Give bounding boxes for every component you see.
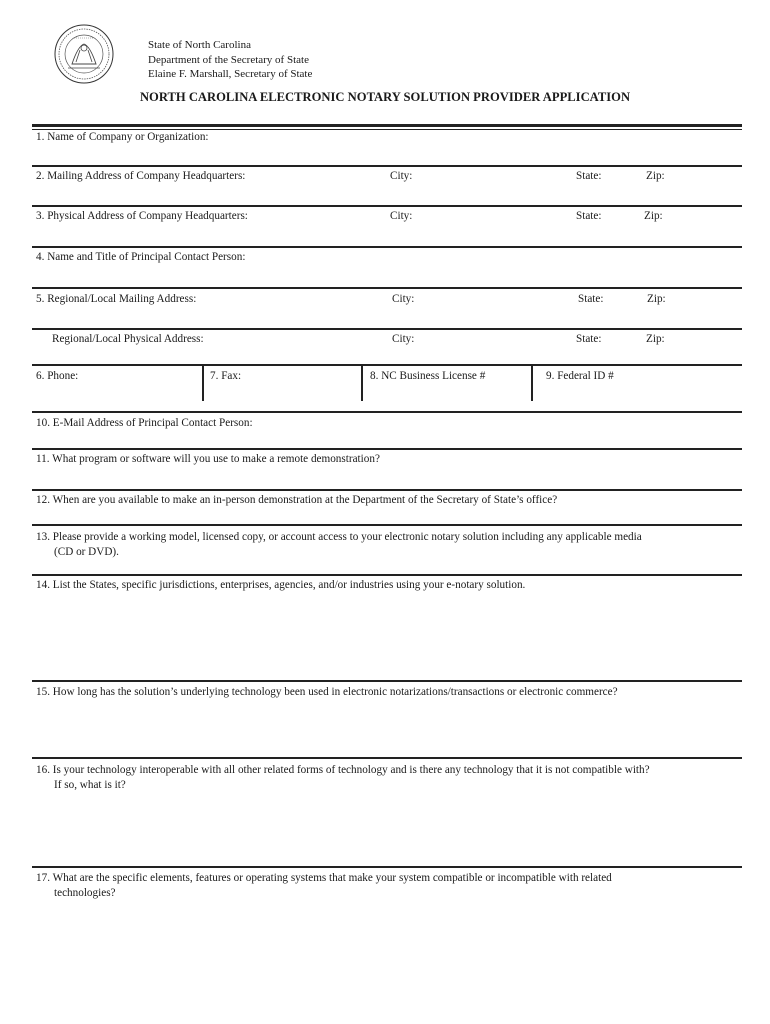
- hq-mailing-state-label: State:: [576, 170, 602, 182]
- hq-mailing-address-input[interactable]: [280, 170, 380, 186]
- divider: [32, 328, 742, 330]
- hq-physical-address-label: 3. Physical Address of Company Headquarters:: [36, 210, 248, 222]
- hq-mailing-zip-input[interactable]: [670, 170, 738, 186]
- divider: [32, 524, 742, 526]
- divider: [32, 205, 742, 207]
- local-physical-state-input[interactable]: [608, 333, 642, 349]
- federal-id-input[interactable]: [546, 386, 736, 402]
- divider: [32, 165, 742, 167]
- local-mailing-zip-input[interactable]: [671, 293, 738, 309]
- state-seal-icon: [54, 24, 114, 84]
- jurisdictions-using-textarea[interactable]: [36, 598, 740, 680]
- cell-separator: [361, 366, 363, 401]
- header-line-department: Department of the Secretary of State: [148, 53, 309, 66]
- compatibility-elements-label: 17. What are the specific elements, features or operating systems that make your system compatible or incompatible with related: [36, 872, 612, 884]
- form-title: NORTH CAROLINA ELECTRONIC NOTARY SOLUTION PROVIDER APPLICATION: [139, 90, 631, 104]
- divider: [32, 866, 742, 868]
- local-physical-zip-label: Zip:: [646, 333, 665, 345]
- divider: [32, 448, 742, 450]
- hq-physical-zip-label: Zip:: [644, 210, 663, 222]
- technology-duration-label: 15. How long has the solution’s underlying technology been used in electronic notarizations/transactions or electronic commerce?: [36, 686, 618, 698]
- phone-label: 6. Phone:: [36, 370, 79, 382]
- hq-mailing-city-input[interactable]: [418, 170, 568, 186]
- contact-person-input[interactable]: [280, 251, 735, 267]
- in-person-demo-availability-label: 12. When are you available to make an in-person demonstration at the Department of the Secretary of State’s office?: [36, 494, 558, 506]
- divider: [32, 287, 742, 289]
- interoperability-label-continued: If so, what is it?: [54, 779, 126, 791]
- jurisdictions-using-label: 14. List the States, specific jurisdictions, enterprises, agencies, and/or industries using your e-notary solution.: [36, 579, 526, 591]
- hq-physical-city-label: City:: [390, 210, 413, 222]
- hq-physical-state-label: State:: [576, 210, 602, 222]
- interoperability-label: 16. Is your technology interoperable with all other related forms of technology and is there any technology that it is not compatible with?: [36, 764, 650, 776]
- company-name-input[interactable]: [235, 131, 735, 147]
- divider: [32, 574, 742, 576]
- hq-mailing-state-input[interactable]: [608, 170, 640, 186]
- local-mailing-state-input[interactable]: [610, 293, 642, 309]
- working-model-label: 13. Please provide a working model, licensed copy, or account access to your electronic notary solution including any applicable media: [36, 531, 642, 543]
- interoperability-textarea[interactable]: [36, 797, 740, 865]
- divider: [32, 411, 742, 413]
- local-physical-address-label: Regional/Local Physical Address:: [52, 333, 204, 345]
- title-rule-secondary: [32, 129, 742, 131]
- business-license-label: 8. NC Business License #: [370, 370, 486, 382]
- hq-mailing-zip-label: Zip:: [646, 170, 665, 182]
- header-line-state: State of North Carolina: [148, 39, 251, 51]
- divider: [32, 364, 742, 366]
- technology-duration-textarea[interactable]: [36, 704, 740, 758]
- divider: [32, 246, 742, 248]
- contact-email-label: 10. E-Mail Address of Principal Contact Person:: [36, 417, 253, 429]
- remote-demo-software-input[interactable]: [36, 470, 736, 486]
- local-mailing-address-input[interactable]: [225, 293, 385, 309]
- compatibility-elements-label-continued: technologies?: [54, 887, 116, 899]
- local-physical-address-input[interactable]: [228, 333, 383, 349]
- hq-physical-address-input[interactable]: [282, 210, 380, 226]
- federal-id-label: 9. Federal ID #: [546, 370, 614, 382]
- compatibility-elements-textarea[interactable]: [36, 906, 740, 1010]
- agency-header: [148, 38, 312, 82]
- local-physical-zip-input[interactable]: [670, 333, 738, 349]
- contact-email-input[interactable]: [290, 417, 735, 433]
- local-physical-city-label: City:: [392, 333, 415, 345]
- company-name-label: 1. Name of Company or Organization:: [36, 131, 209, 143]
- divider: [32, 757, 742, 759]
- hq-physical-zip-input[interactable]: [668, 210, 738, 226]
- title-rule: [32, 124, 742, 127]
- divider: [32, 680, 742, 682]
- hq-physical-city-input[interactable]: [418, 210, 568, 226]
- local-mailing-state-label: State:: [578, 293, 604, 305]
- header-line-secretary: Elaine F. Marshall, Secretary of State: [148, 68, 313, 80]
- divider: [32, 489, 742, 491]
- cell-separator: [531, 366, 533, 401]
- cell-separator: [202, 366, 204, 401]
- hq-physical-state-input[interactable]: [608, 210, 640, 226]
- local-mailing-zip-label: Zip:: [647, 293, 666, 305]
- phone-input[interactable]: [36, 386, 196, 402]
- hq-mailing-city-label: City:: [390, 170, 413, 182]
- local-mailing-city-input[interactable]: [420, 293, 570, 309]
- local-physical-state-label: State:: [576, 333, 602, 345]
- contact-person-label: 4. Name and Title of Principal Contact Person:: [36, 251, 246, 263]
- business-license-input[interactable]: [370, 386, 525, 402]
- in-person-demo-availability-input[interactable]: [36, 508, 736, 524]
- fax-label: 7. Fax:: [210, 370, 242, 382]
- local-mailing-address-label: 5. Regional/Local Mailing Address:: [36, 293, 197, 305]
- working-model-label-continued: (CD or DVD).: [54, 546, 119, 558]
- local-physical-city-input[interactable]: [420, 333, 570, 349]
- local-mailing-city-label: City:: [392, 293, 415, 305]
- hq-mailing-address-label: 2. Mailing Address of Company Headquarters:: [36, 170, 246, 182]
- fax-input[interactable]: [210, 386, 355, 402]
- remote-demo-software-label: 11. What program or software will you use to make a remote demonstration?: [36, 453, 380, 465]
